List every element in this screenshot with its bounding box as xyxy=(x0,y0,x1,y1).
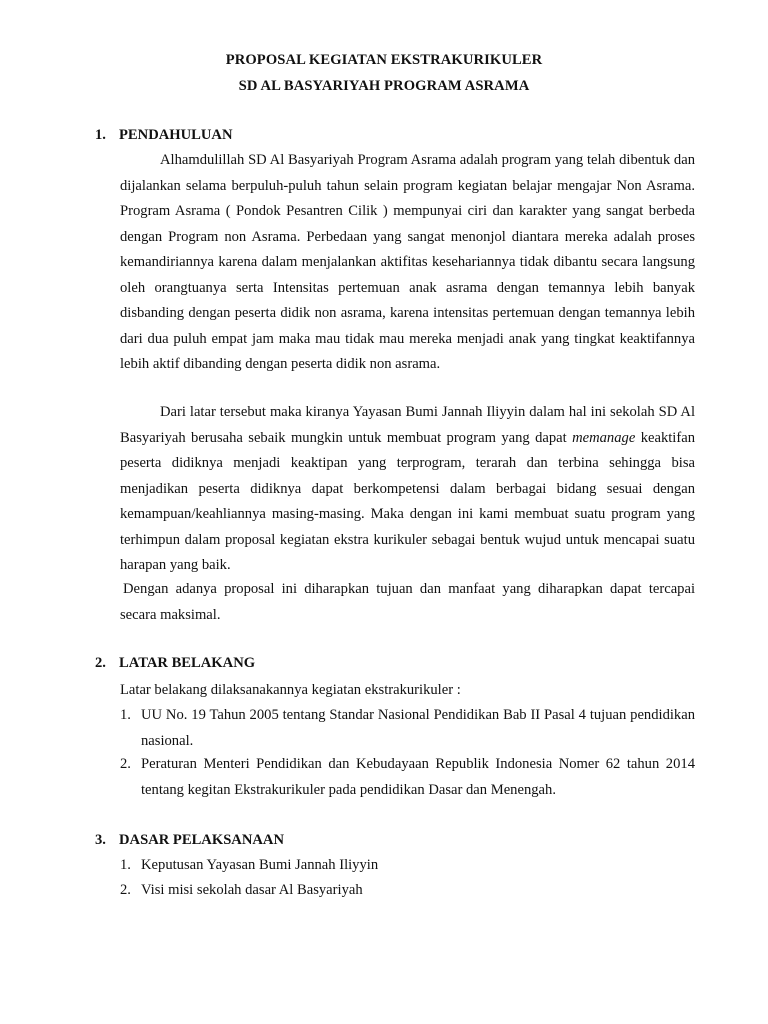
section-number: 3. xyxy=(95,832,106,848)
pendahuluan-paragraph-2 xyxy=(120,400,695,579)
paragraph-text: Dari latar tersebut maka kiranya Yayasan Bumi Jannah Iliyyin dalam hal ini sekolah SD Al Basyariyah berusaha sebaik mungkin untuk membuat program yang dapat xyxy=(120,404,695,446)
section-title: DASAR PELAKSANAAN xyxy=(119,832,285,848)
list-item xyxy=(120,703,695,754)
list-item xyxy=(120,878,695,904)
section-number: 2. xyxy=(95,655,106,671)
list-item-number: 1. xyxy=(120,857,131,873)
section-number: 1. xyxy=(95,127,106,143)
latar-belakang-intro: Latar belakang dilaksanakannya kegiatan ekstrakurikuler : xyxy=(120,682,461,698)
list-item-text: Keputusan Yayasan Bumi Jannah Iliyyin xyxy=(141,857,379,873)
list-item-number: 1. xyxy=(120,707,131,723)
list-item-text: Visi misi sekolah dasar Al Basyariyah xyxy=(141,882,363,898)
list-item-number: 2. xyxy=(120,882,131,898)
paragraph-text: keaktifan peserta didiknya menjadi keaktipan yang terprogram, terarah dan terbina sehingga bisa menjadikan peserta didiknya dapat berkompetensi dalam berbagai bidang sesuai dengan kemampuan/keahliannya masing-masing. Maka dengan ini kami membuat suatu program yang terhimpun dalam proposal kegiatan ekstra kurikuler sebagai bentuk wujud untuk mencapai suatu harapan yang baik. xyxy=(120,429,695,573)
document-title-line-1: PROPOSAL KEGIATAN EKSTRAKURIKULER xyxy=(225,52,543,68)
italic-term: memanage xyxy=(572,429,636,446)
section-title: LATAR BELAKANG xyxy=(119,655,256,671)
list-item xyxy=(120,752,695,803)
pendahuluan-paragraph-1: Alhamdulillah SD Al Basyariyah Program Asrama adalah program yang telah dibentuk dan dijalankan selama berpuluh-puluh tahun selain program kegiatan belajar mengajar Non Asrama. Program Asrama ( Pondok Pesantren Cilik ) mempunyai ciri dan karakter yang sangat berbeda dengan Program non Asrama. Perbedaan yang sangat menonjol diantara mereka adalah proses kemandiriannya karena dalam menjalankan aktifitas kesehariannya tidak dibantu secara langsung oleh orangtuanya serta Intensitas pertemuan anak asrama dengan temannya lebih banyak disbanding dengan peserta didik non asrama, karena intensitas pertemuan dengan temannya lebih dari dua puluh empat jam maka mau tidak mau mereka menjadi anak yang tingkat keaktifannya lebih aktif dibanding dengan peserta didik non asrama. xyxy=(120,152,695,372)
list-item-text: Peraturan Menteri Pendidikan dan Kebudayaan Republik Indonesia Nomer 62 tahun 2014 tentang kegitan Ekstrakurikuler pada pendidikan Dasar dan Menengah. xyxy=(141,756,695,798)
list-item xyxy=(120,853,695,879)
list-item-number: 2. xyxy=(120,756,131,772)
list-item-text: UU No. 19 Tahun 2005 tentang Standar Nasional Pendidikan Bab II Pasal 4 tujuan pendidikan nasional. xyxy=(141,707,695,749)
pendahuluan-paragraph-3: Dengan adanya proposal ini diharapkan tujuan dan manfaat yang diharapkan dapat tercapai secara maksimal. xyxy=(120,581,695,623)
document-title-line-2: SD AL BASYARIYAH PROGRAM ASRAMA xyxy=(238,78,530,94)
section-title: PENDAHULUAN xyxy=(119,127,233,143)
